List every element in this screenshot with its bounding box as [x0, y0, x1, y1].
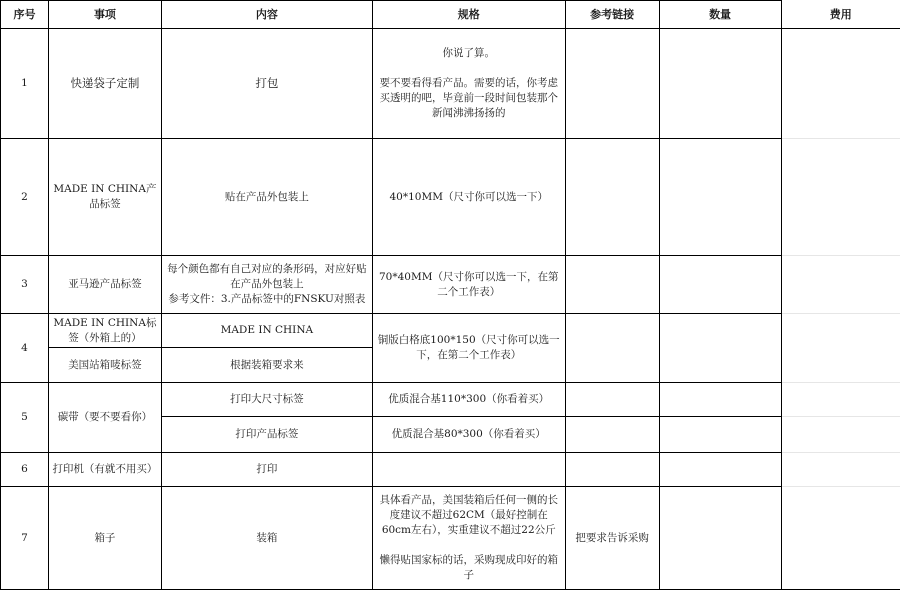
cell-seq[interactable]: 4	[1, 314, 49, 383]
cell-item[interactable]: 亚马逊产品标签	[48, 256, 161, 314]
cell-item[interactable]: 箱子	[48, 487, 161, 590]
cell-qty[interactable]	[659, 453, 781, 487]
cell-spec[interactable]: 70*40MM（尺寸你可以选一下，在第二个工作表）	[372, 256, 565, 314]
cell-content[interactable]: 贴在产品外包装上	[161, 139, 372, 256]
cell-ref[interactable]	[565, 256, 659, 314]
header-content: 内容	[161, 1, 372, 29]
cell-spec[interactable]: 你说了算。 要不要看得看产品。需要的话，你考虑买透明的吧，毕竟前一段时间包装那个新闻沸沸扬扬的	[372, 29, 565, 139]
cell-fee[interactable]	[781, 256, 900, 314]
cell-spec[interactable]: 优质混合基80*300（你看着买）	[372, 417, 565, 453]
cell-qty[interactable]	[659, 139, 781, 256]
cell-content[interactable]: 打包	[161, 29, 372, 139]
cell-content[interactable]: 根据装箱要求来	[161, 348, 372, 383]
header-qty: 数量	[659, 1, 781, 29]
cell-qty[interactable]	[659, 383, 781, 417]
cell-fee[interactable]	[781, 383, 900, 417]
table-row	[1, 139, 900, 256]
cell-qty[interactable]	[659, 29, 781, 139]
cell-seq[interactable]: 7	[1, 487, 49, 590]
cell-spec[interactable]: 具体看产品，美国装箱后任何一侧的长度建议不超过62CM（最好控制在60cm左右），实重建议不超过22公斤 懒得贴国家标的话，采购现成印好的箱子	[372, 487, 565, 590]
cell-qty[interactable]	[659, 417, 781, 453]
table-row	[1, 29, 900, 139]
cell-content[interactable]: MADE IN CHINA	[161, 314, 372, 348]
cell-item[interactable]: 快递袋子定制	[48, 29, 161, 139]
cell-seq[interactable]: 6	[1, 453, 49, 487]
cell-content[interactable]: 装箱	[161, 487, 372, 590]
cell-fee[interactable]	[781, 29, 900, 139]
cell-ref[interactable]	[565, 314, 659, 383]
header-row	[1, 1, 900, 29]
cell-qty[interactable]	[659, 256, 781, 314]
header-spec: 规格	[372, 1, 565, 29]
table-row	[1, 256, 900, 314]
cell-content[interactable]: 每个颜色都有自己对应的条形码，对应好贴在产品外包装上 参考文件：3.产品标签中的FNSKU对照表	[161, 256, 372, 314]
header-fee: 费用	[781, 1, 900, 29]
cell-item[interactable]: 美国站箱唛标签	[48, 348, 161, 383]
cell-fee[interactable]	[781, 417, 900, 453]
cell-qty[interactable]	[659, 487, 781, 590]
cell-item[interactable]: 碳带（要不要看你）	[48, 383, 161, 453]
cell-seq[interactable]: 1	[1, 29, 49, 139]
cell-item[interactable]: MADE IN CHINA标签（外箱上的）	[48, 314, 161, 348]
table-row	[1, 383, 900, 417]
cell-spec[interactable]	[372, 453, 565, 487]
cell-qty[interactable]	[659, 314, 781, 383]
cell-ref[interactable]: 把要求告诉采购	[565, 487, 659, 590]
cell-item[interactable]: MADE IN CHINA产品标签	[48, 139, 161, 256]
cell-item[interactable]: 打印机（有就不用买）	[48, 453, 161, 487]
cell-content[interactable]: 打印大尺寸标签	[161, 383, 372, 417]
cell-fee[interactable]	[781, 487, 900, 590]
cell-spec[interactable]: 40*10MM（尺寸你可以选一下）	[372, 139, 565, 256]
cell-ref[interactable]	[565, 29, 659, 139]
cell-content[interactable]: 打印产品标签	[161, 417, 372, 453]
header-item: 事项	[48, 1, 161, 29]
cell-ref[interactable]	[565, 139, 659, 256]
cell-spec[interactable]: 优质混合基110*300（你看着买）	[372, 383, 565, 417]
cell-ref[interactable]	[565, 453, 659, 487]
table-row	[1, 314, 900, 348]
cell-seq[interactable]: 5	[1, 383, 49, 453]
table-row	[1, 487, 900, 590]
cell-fee[interactable]	[781, 139, 900, 256]
cell-ref[interactable]	[565, 417, 659, 453]
cell-seq[interactable]: 2	[1, 139, 49, 256]
cell-spec[interactable]: 铜版白格底100*150（尺寸你可以选一下，在第二个工作表）	[372, 314, 565, 383]
cell-fee[interactable]	[781, 453, 900, 487]
cell-seq[interactable]: 3	[1, 256, 49, 314]
header-ref: 参考链接	[565, 1, 659, 29]
header-seq: 序号	[1, 1, 49, 29]
cell-content[interactable]: 打印	[161, 453, 372, 487]
cell-fee[interactable]	[781, 314, 900, 383]
table-row	[1, 453, 900, 487]
cell-ref[interactable]	[565, 383, 659, 417]
